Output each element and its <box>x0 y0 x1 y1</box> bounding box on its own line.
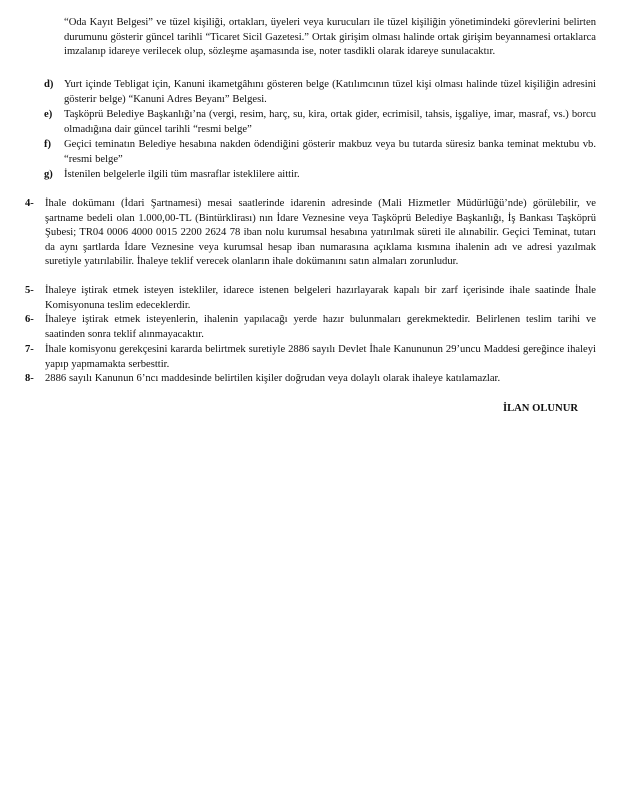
list-text: İhaleye iştirak etmek isteyen istekliler, idarece istenen belgeleri hazırlayarak kapalı bir zarf içerisinde ihale saatinde İhale Komisyonuna teslim edeceklerdir. <box>45 285 596 311</box>
list-label: f) <box>44 139 52 150</box>
list-label: d) <box>44 79 54 90</box>
closing-statement: İLAN OLUNUR <box>502 403 578 414</box>
list-label: 4- <box>25 198 34 209</box>
list-label: 8- <box>25 373 34 384</box>
list-text: İstenilen belgelerle ilgili tüm masraflar isteklilere aittir. <box>64 169 300 180</box>
list-text: Geçici teminatın Belediye hesabına nakden ödendiğini gösterir makbuz veya bu tutarda süresiz banka teminat mektubu vb. “resmi belge” <box>64 139 596 165</box>
list-text: Yurt içinde Tebligat için, Kanuni ikametgâhını gösteren belge (Katılımcının tüzel kişi olması halinde tüzel kişiliğin adresini gösterir belge) “Kanuni Adres Beyanı” Belgesi. <box>64 79 596 105</box>
list-text: İhale dokümanı (İdari Şartnamesi) mesai saatlerinde idarenin adresinde (Mali Hizmetler Müdürlüğü’nde) görülebilir, ve şartname bedeli olan 1.000,00-TL (Bintürklirası) nın İdare Veznesine veya Taşköprü Belediye Başkanlığı, İş Bankası Taşköprü Şubesi; TR04 0006 4000 0015 2200 2624 78 iban nolu kurumsal hesabına yatırılmak süreti ile alınabilir. Geçici Teminat, tutarı da aynı şartlarda İdare Veznesine veya kurumsal hesap iban numarasına açıklama kısmına ihalenin adı ve adresi yazılmak suretiyle yatırılabilir. İhaleye teklif verecek olanların ihale dokümanını satın almaları zorunludur. <box>45 198 596 268</box>
list-text: 2886 sayılı Kanunun 6’ncı maddesinde belirtilen kişiler doğrudan veya dolaylı olarak ihaleye katılamazlar. <box>45 373 501 384</box>
list-text: Taşköprü Belediye Başkanlığı’na (vergi, resim, harç, su, kira, ortak gider, ecrimisil, tahsis, işgaliye, imar, masraf, vs.) borcu olmadığına dair güncel tarihli “resmi belge” <box>64 109 596 135</box>
list-text: İhale komisyonu gerekçesini kararda belirtmek suretiyle 2886 sayılı Devlet İhale Kanununun 29’uncu Maddesi gereğince ihaleyi yapıp yapmamakta serbesttir. <box>45 344 596 370</box>
list-text: İhaleye iştirak etmek isteyenlerin, ihalenin yapılacağı yerde hazır bulunmaları gerekmektedir. Belirlenen teslim tarihi ve saatinden sonra teklif alınmayacaktır. <box>45 314 596 340</box>
list-label: g) <box>44 169 53 180</box>
list-label: 6- <box>25 314 34 325</box>
intro-paragraph: “Oda Kayıt Belgesi” ve tüzel kişiliği, ortakları, üyeleri veya kurucuları ile tüzel kişiliğin yönetimindeki görevlerini belirten durumunu gösterir güncel tarihli “Ticaret Sicil Gazetesi.” Ortak girişim olması halinde ortak girişim beyannamesi ortaklarca imzalanıp idareye verilecek olup, sözleşme aşamasında ise, noter tasdikli olarak idareye sunulacaktır. <box>64 17 596 58</box>
list-label: 7- <box>25 344 34 355</box>
list-label: e) <box>44 109 53 120</box>
list-label: 5- <box>25 285 34 296</box>
